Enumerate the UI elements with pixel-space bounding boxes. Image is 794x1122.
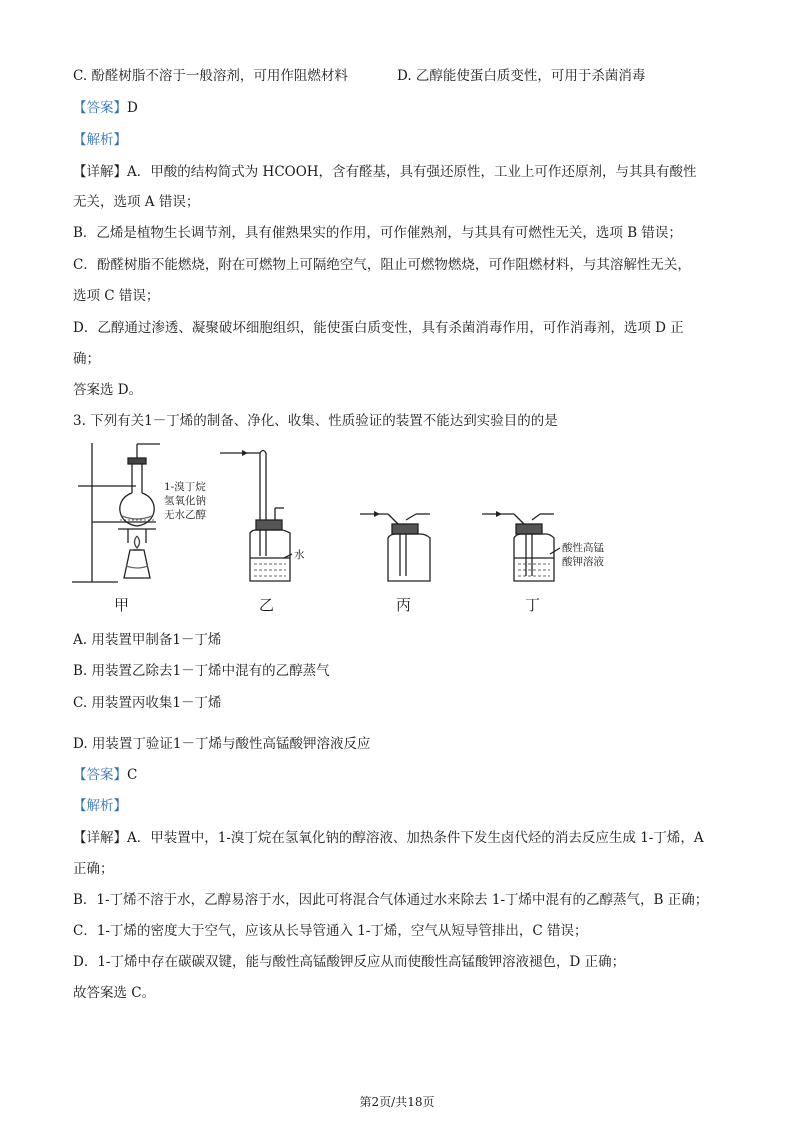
answer-tag: 【答案】 — [73, 767, 127, 783]
q3-detail-line-5: 故答案选 C。 — [73, 985, 156, 1001]
q3-answer — [73, 765, 137, 785]
detail-text: A．甲装置中，1-溴丁烷在氢氧化钠的醇溶液、加热条件下发生卤代烃的消去反应生成 1-丁烯，A — [127, 830, 704, 846]
q3-option-a: A. 用装置甲制备1－丁烯 — [73, 632, 222, 648]
label-jia: 甲 — [114, 596, 130, 614]
q2-answer — [73, 98, 138, 118]
detail-tag: 【详解】 — [73, 164, 127, 180]
q2-detail-line-1: 无关，选项 A 错误； — [73, 194, 200, 210]
q3-analysis-tag: 【解析】 — [73, 798, 127, 814]
q2-detail-line-6: 确； — [73, 351, 100, 367]
answer-tag: 【答案】 — [73, 100, 127, 116]
q2-detail-line-0 — [73, 162, 697, 182]
jia-note-2: 无水乙醇 — [164, 509, 206, 521]
yi-reagent: 水 — [294, 549, 305, 561]
jia-note-0: 1-溴丁烷 — [164, 481, 206, 493]
jia-reagents — [164, 480, 206, 522]
option-d-prev: D. 乙醇能使蛋白质变性，可用于杀菌消毒 — [397, 68, 646, 84]
apparatus-figure — [70, 438, 630, 618]
ding-note-1: 酸钾溶液 — [562, 556, 604, 568]
q3-detail-line-0 — [73, 828, 704, 848]
q2-analysis-tag: 【解析】 — [73, 132, 127, 148]
q2-detail-line-2: B．乙烯是植物生长调节剂，具有催熟果实的作用，可作催熟剂，与其具有可燃性无关，选项 B 错误； — [73, 225, 682, 241]
detail-tag: 【详解】 — [73, 830, 127, 846]
q3-option-c: C. 用装置丙收集1－丁烯 — [73, 695, 222, 711]
detail-text: A．甲酸的结构简式为 HCOOH，含有醛基，具有强还原性，工业上可作还原剂，与其具有酸性 — [127, 164, 697, 180]
label-yi: 乙 — [259, 596, 275, 614]
q3-option-b: B. 用装置乙除去1－丁烯中混有的乙醇蒸气 — [73, 663, 330, 679]
q3-detail-line-4: D．1-丁烯中存在碳碳双键，能与酸性高锰酸钾反应从而使酸性高锰酸钾溶液褪色，D 正确； — [73, 954, 626, 970]
page-number: 第2页/共18页 — [359, 1095, 435, 1109]
answer-value: D — [127, 100, 138, 116]
q2-detail-line-5: D．乙醇通过渗透、凝聚破坏细胞组织，能使蛋白质变性，具有杀菌消毒作用，可作消毒剂，选项 D 正 — [73, 320, 684, 336]
q2-detail-line-4: 选项 C 错误； — [73, 288, 160, 304]
q3-stem: 3. 下列有关1－丁烯的制备、净化、收集、性质验证的装置不能达到实验目的的是 — [73, 413, 558, 429]
answer-value: C — [127, 767, 138, 783]
ding-reagent — [562, 541, 604, 569]
label-bing: 丙 — [396, 596, 412, 614]
ding-note-0: 酸性高锰 — [562, 542, 604, 554]
q3-detail-line-1: 正确； — [73, 861, 114, 877]
q2-detail-line-3: C．酚醛树脂不能燃烧，附在可燃物上可隔绝空气，阻止可燃物燃烧，可作阻燃材料，与其溶解性无关， — [73, 257, 691, 273]
apparatus-drawing — [70, 438, 630, 618]
q3-detail-line-3: C．1-丁烯的密度大于空气，应该从长导管通入 1-丁烯，空气从短导管排出，C 错误； — [73, 923, 588, 939]
q3-option-d: D. 用装置丁验证1－丁烯与酸性高锰酸钾溶液反应 — [73, 736, 371, 752]
label-ding: 丁 — [525, 596, 541, 614]
option-c-prev: C. 酚醛树脂不溶于一般溶剂，可用作阻燃材料 — [73, 68, 348, 84]
q2-detail-line-7: 答案选 D。 — [73, 382, 143, 398]
jia-note-1: 氢氧化钠 — [164, 495, 206, 507]
q3-detail-line-2: B．1-丁烯不溶于水，乙醇易溶于水，因此可将混合气体通过水来除去 1-丁烯中混有的乙醇蒸气，B 正确； — [73, 892, 709, 908]
